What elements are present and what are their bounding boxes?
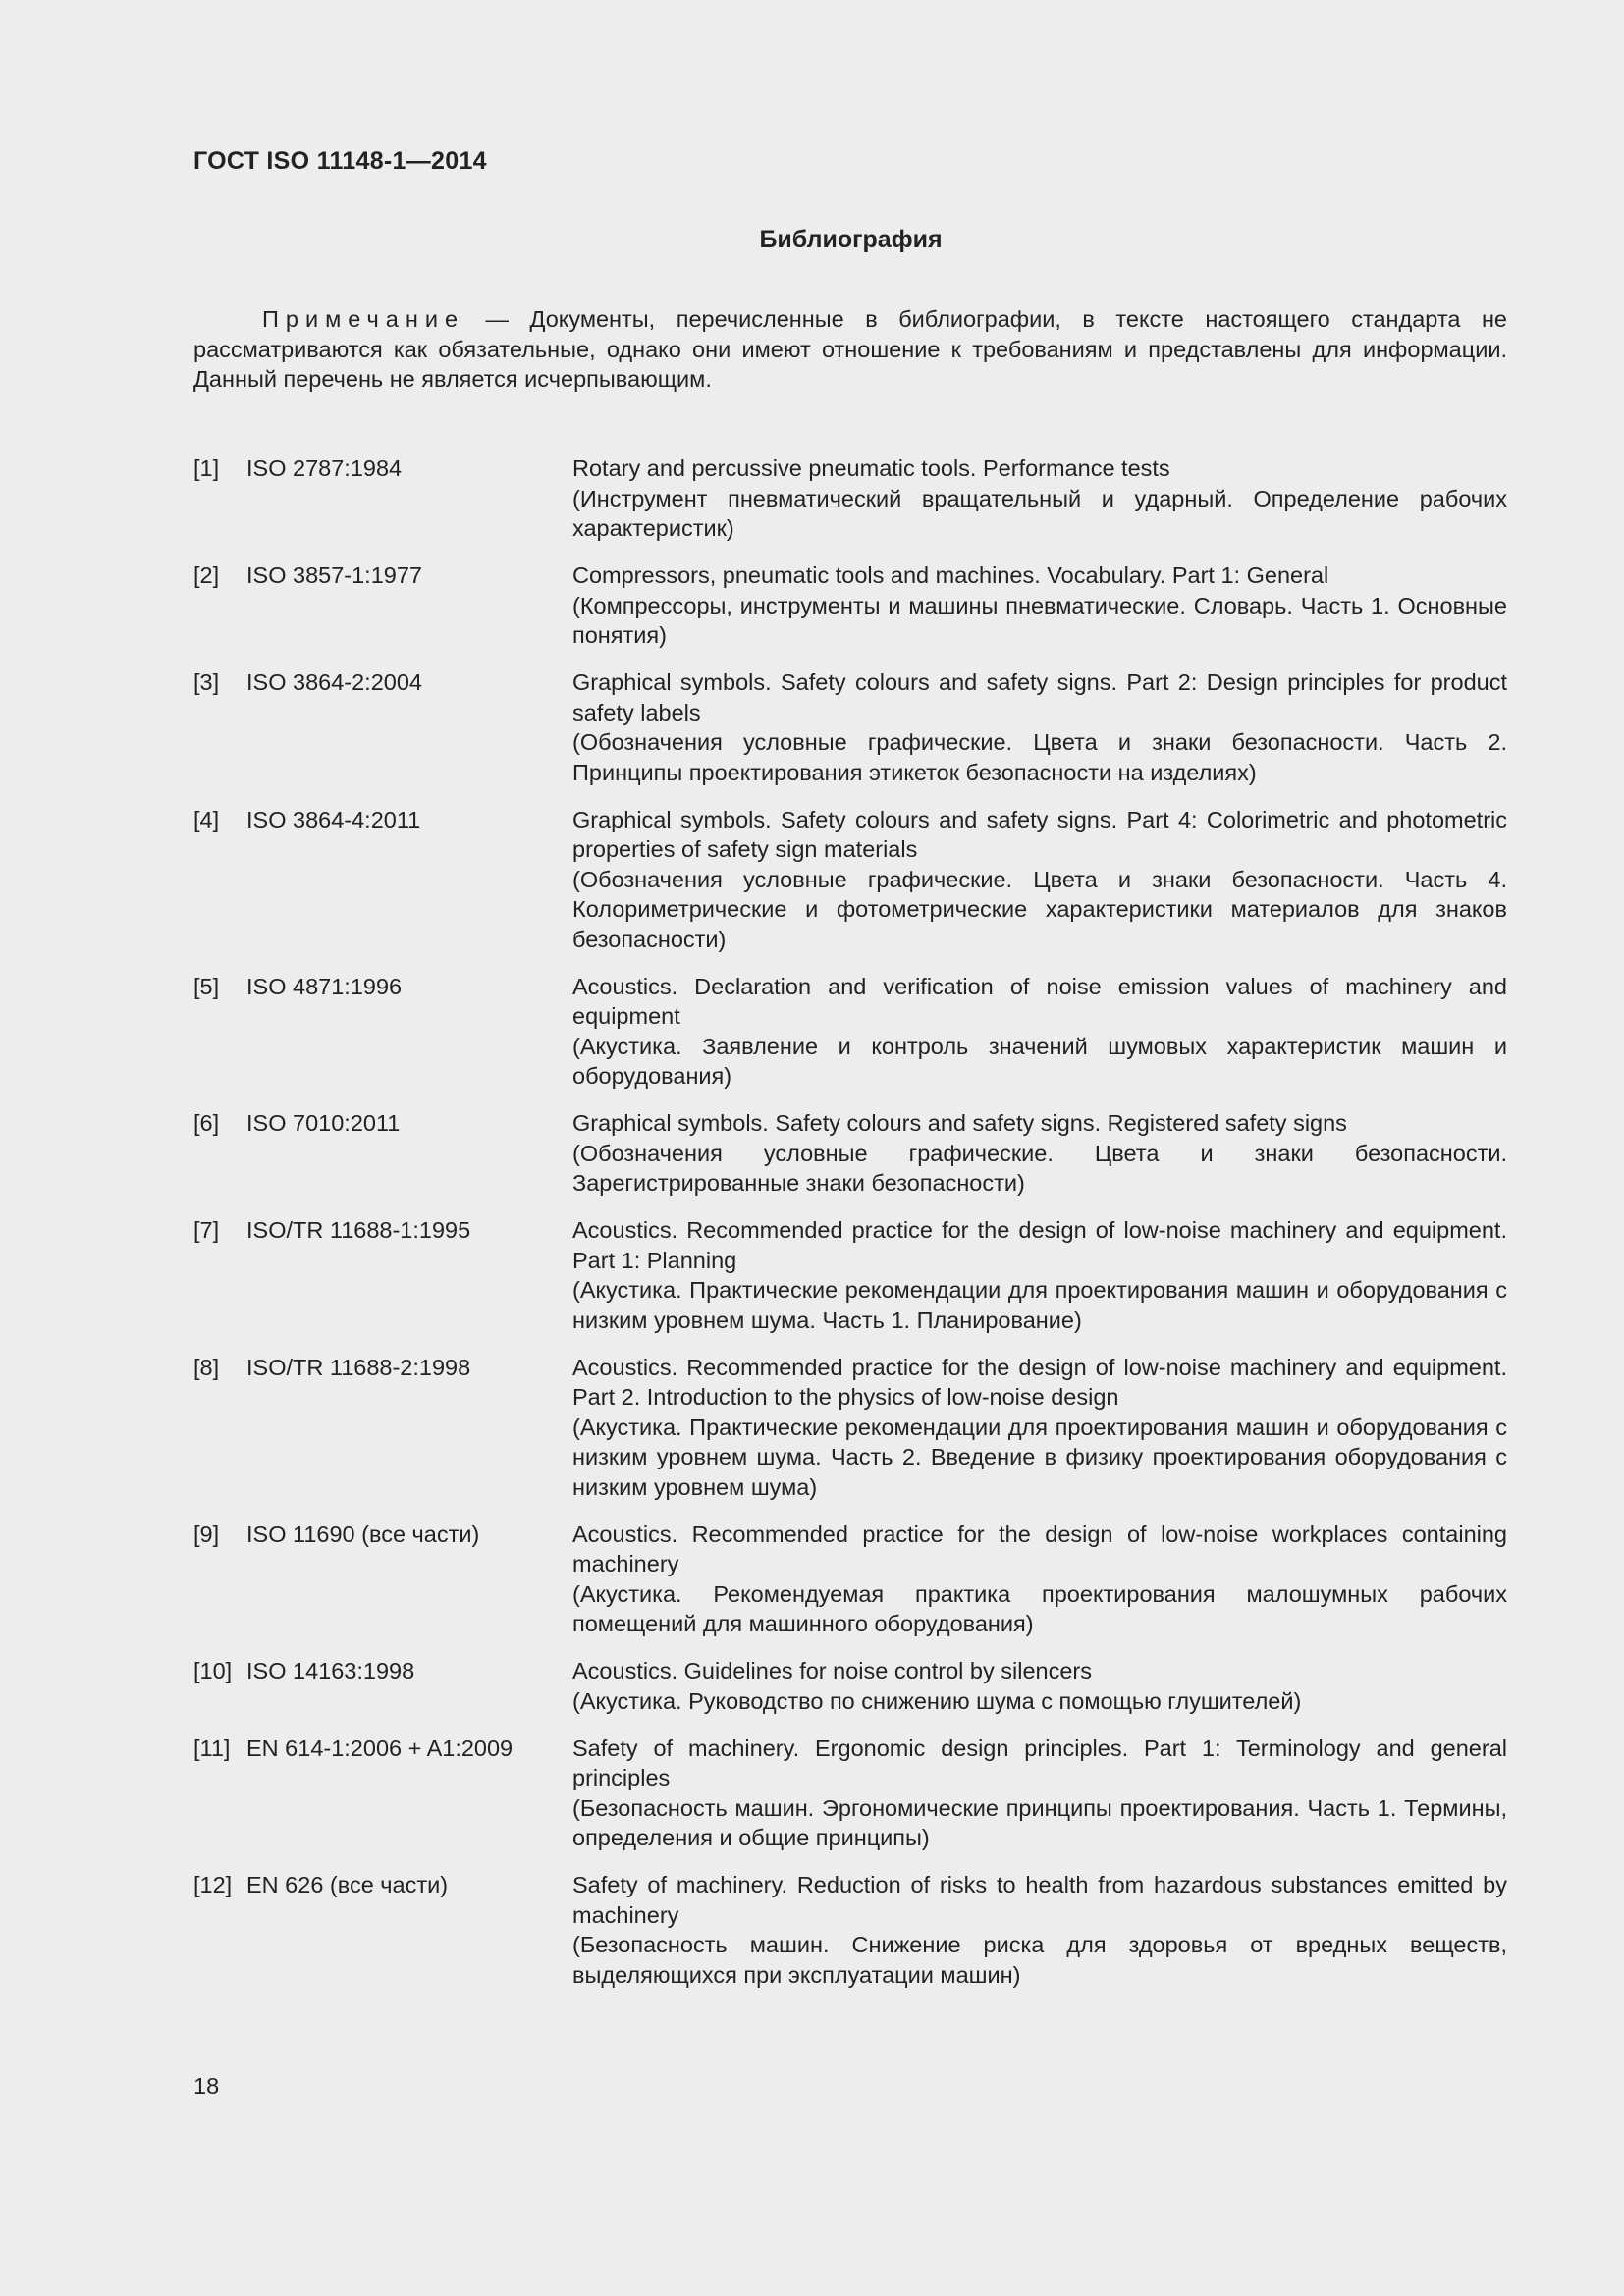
reference-description xyxy=(572,667,1507,787)
note-label: Примечание xyxy=(262,306,465,332)
reference-description xyxy=(572,1215,1507,1335)
reference-description xyxy=(572,454,1507,544)
reference-title-ru: (Акустика. Практические рекомендации для проектирования машин и оборудования с низким уровнем шума. Часть 1. Планирование) xyxy=(572,1277,1507,1333)
reference-number: [6] xyxy=(193,1110,220,1136)
reference-title-en: Graphical symbols. Safety colours and safety signs. Part 2: Design principles for product safety labels xyxy=(572,669,1507,725)
reference-number: [5] xyxy=(193,973,220,999)
reference-number: [8] xyxy=(193,1354,220,1380)
reference-title-en: Acoustics. Declaration and verification of noise emission values of machinery and equipment xyxy=(572,973,1507,1029)
reference-description xyxy=(572,561,1507,651)
reference-title-en: Graphical symbols. Safety colours and safety signs. Part 4: Colorimetric and photometric properties of safety sign materials xyxy=(572,806,1507,862)
reference-title-ru: (Инструмент пневматический вращательный и ударный. Определение рабочих характеристик) xyxy=(572,485,1507,541)
reference-description xyxy=(572,1108,1507,1199)
reference-code: ISO 3864-4:2011 xyxy=(246,806,421,832)
reference-title-en: Compressors, pneumatic tools and machines. Vocabulary. Part 1: General xyxy=(572,562,1329,588)
reference-title-en: Acoustics. Recommended practice for the design of low-noise machinery and equipment. Part 2. Introduction to the physics of low-noise design xyxy=(572,1354,1507,1410)
reference-code: EN 614-1:2006 + A1:2009 xyxy=(246,1735,514,1761)
section-title: Библиография xyxy=(759,226,943,253)
reference-item xyxy=(193,1656,1507,1716)
note-text: — Документы, перечисленные в библиографии, в тексте настоящего стандарта не рассматриваются как обязательные, однако они имеют отношение к требованиям и представлены для информации. Данный перечень не является исчерпывающим. xyxy=(193,306,1507,392)
reference-item xyxy=(193,667,1507,787)
reference-code: ISO 2787:1984 xyxy=(246,455,403,481)
reference-description xyxy=(572,1734,1507,1853)
reference-item xyxy=(193,1215,1507,1335)
page-number: 18 xyxy=(193,2073,220,2099)
reference-description xyxy=(572,1870,1507,1990)
reference-title-ru: (Безопасность машин. Эргономические принципы проектирования. Часть 1. Термины, определения и общие принципы) xyxy=(572,1794,1507,1850)
bibliography-note xyxy=(193,304,1507,395)
reference-title-ru: (Акустика. Рекомендуемая практика проектирования малошумных рабочих помещений для машинного оборудования) xyxy=(572,1580,1507,1636)
reference-title-ru: (Акустика. Практические рекомендации для проектирования машин и оборудования с низким уровнем шума. Часть 2. Введение в физику проектирования оборудования с низким уровнем шума) xyxy=(572,1414,1507,1500)
reference-number: [3] xyxy=(193,669,220,695)
reference-code: ISO 3857-1:1977 xyxy=(246,562,422,588)
reference-item xyxy=(193,561,1507,651)
reference-description xyxy=(572,1353,1507,1503)
reference-item xyxy=(193,972,1507,1092)
reference-code: ISO/TR 11688-2:1998 xyxy=(246,1354,471,1380)
reference-title-en: Rotary and percussive pneumatic tools. Performance tests xyxy=(572,455,1170,481)
page-header: ГОСТ ISO 11148-1—2014 xyxy=(193,147,487,175)
reference-title-ru: (Акустика. Руководство по снижению шума с помощью глушителей) xyxy=(572,1687,1302,1714)
reference-code: ISO 11690 (все части) xyxy=(246,1521,480,1547)
reference-title-en: Acoustics. Recommended practice for the design of low-noise workplaces containing machinery xyxy=(572,1521,1507,1576)
reference-title-ru: (Обозначения условные графические. Цвета и знаки безопасности. Часть 4. Колориметрические и фотометрические характеристики материалов для знаков безопасности) xyxy=(572,866,1507,952)
reference-title-en: Acoustics. Recommended practice for the design of low-noise machinery and equipment. Part 1: Planning xyxy=(572,1217,1507,1273)
reference-title-ru: (Обозначения условные графические. Цвета и знаки безопасности. Часть 2. Принципы проектирования этикеток безопасности на изделиях) xyxy=(572,729,1507,785)
reference-item xyxy=(193,1520,1507,1639)
reference-description xyxy=(572,1520,1507,1639)
reference-code: EN 626 (все части) xyxy=(246,1872,449,1897)
reference-number: [1] xyxy=(193,455,220,481)
reference-item xyxy=(193,1734,1507,1853)
reference-number: [2] xyxy=(193,562,220,588)
reference-number: [10] xyxy=(193,1658,233,1683)
reference-item xyxy=(193,1870,1507,1990)
reference-title-ru: (Безопасность машин. Снижение риска для здоровья от вредных веществ, выделяющихся при эксплуатации машин) xyxy=(572,1932,1507,1988)
reference-code: ISO 4871:1996 xyxy=(246,973,403,999)
reference-item xyxy=(193,454,1507,544)
reference-item xyxy=(193,1353,1507,1503)
reference-title-en: Acoustics. Guidelines for noise control by silencers xyxy=(572,1658,1092,1683)
reference-title-en: Safety of machinery. Reduction of risks to health from hazardous substances emitted by machinery xyxy=(572,1872,1507,1928)
reference-code: ISO 3864-2:2004 xyxy=(246,669,422,695)
reference-title-en: Graphical symbols. Safety colours and safety signs. Registered safety signs xyxy=(572,1110,1347,1136)
reference-list xyxy=(193,454,1507,2007)
reference-number: [9] xyxy=(193,1521,220,1547)
reference-description xyxy=(572,972,1507,1092)
reference-number: [4] xyxy=(193,806,220,832)
reference-code: ISO 14163:1998 xyxy=(246,1658,415,1683)
reference-item xyxy=(193,805,1507,955)
reference-description xyxy=(572,1656,1507,1716)
reference-code: ISO/TR 11688-1:1995 xyxy=(246,1217,471,1243)
reference-number: [11] xyxy=(193,1735,231,1761)
reference-item xyxy=(193,1108,1507,1199)
reference-title-ru: (Компрессоры, инструменты и машины пневматические. Словарь. Часть 1. Основные понятия) xyxy=(572,592,1507,648)
reference-number: [12] xyxy=(193,1872,233,1897)
reference-number: [7] xyxy=(193,1217,220,1243)
reference-description xyxy=(572,805,1507,955)
reference-code: ISO 7010:2011 xyxy=(246,1110,401,1136)
reference-title-ru: (Обозначения условные графические. Цвета и знаки безопасности. Зарегистрированные знаки безопасности) xyxy=(572,1140,1507,1196)
reference-title-en: Safety of machinery. Ergonomic design principles. Part 1: Terminology and general principles xyxy=(572,1735,1507,1790)
reference-title-ru: (Акустика. Заявление и контроль значений шумовых характеристик машин и оборудования) xyxy=(572,1033,1507,1089)
